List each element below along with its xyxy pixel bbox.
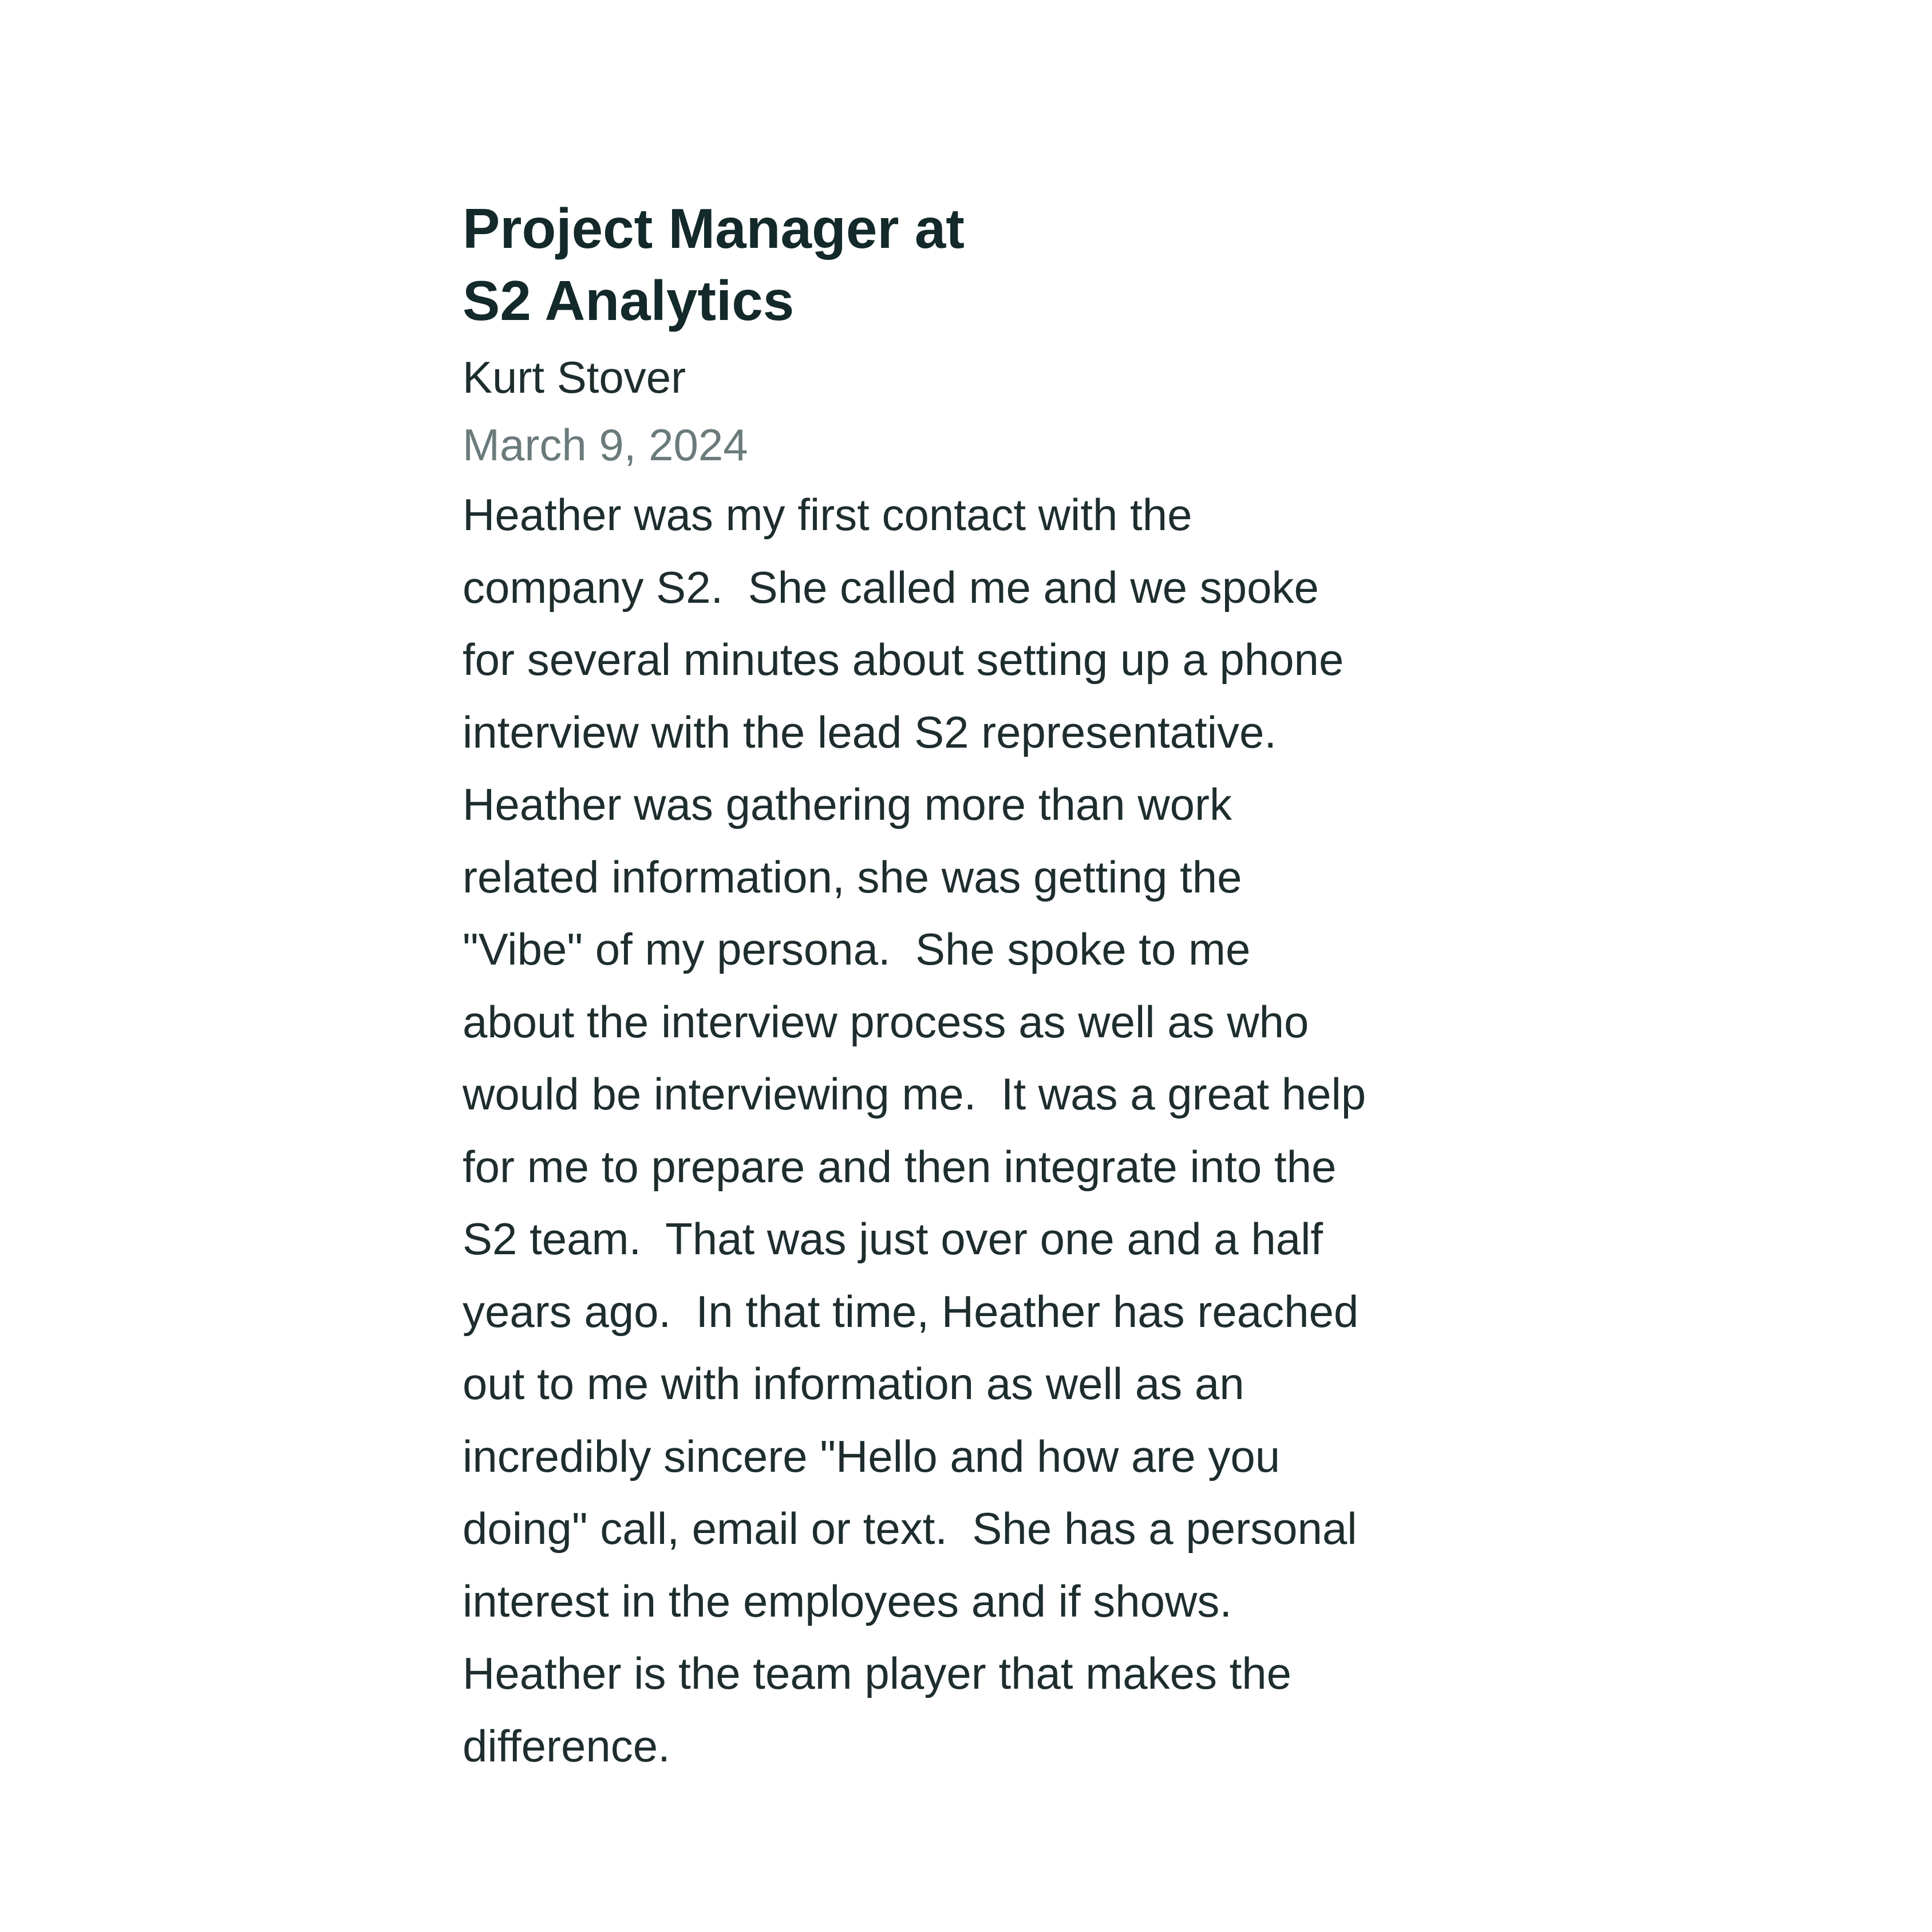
review-body-line: "Vibe" of my persona. She spoke to me	[463, 924, 1251, 974]
review-body-line: about the interview process as well as who	[463, 996, 1309, 1047]
review-body-line: out to me with information as well as an	[463, 1358, 1244, 1409]
review-body-line: incredibly sincere "Hello and how are you	[463, 1431, 1281, 1481]
review-title	[463, 192, 1522, 337]
review-body-line: difference.	[463, 1720, 670, 1771]
review-body-line: would be interviewing me. It was a great help	[463, 1069, 1366, 1119]
testimonial-card	[463, 192, 1522, 1782]
review-body-line: Heather is the team player that makes the	[463, 1648, 1292, 1698]
review-title-line: Project Manager at	[463, 197, 965, 260]
review-body-line: years ago. In that time, Heather has reached	[463, 1286, 1359, 1337]
review-title-line: S2 Analytics	[463, 269, 795, 332]
review-body-line: Heather was gathering more than work	[463, 779, 1232, 829]
review-body-line: for several minutes about setting up a phone	[463, 634, 1344, 685]
review-body-line: company S2. She called me and we spoke	[463, 562, 1319, 613]
review-date: March 9, 2024	[463, 420, 748, 470]
review-body-line: related information, she was getting the	[463, 851, 1242, 902]
review-body-line: for me to prepare and then integrate into the	[463, 1141, 1337, 1192]
review-body	[463, 479, 1522, 1782]
review-body-line: interview with the lead S2 representative.	[463, 706, 1277, 757]
review-body-line: Heather was my first contact with the	[463, 489, 1192, 540]
review-body-line: S2 team. That was just over one and a half	[463, 1214, 1323, 1264]
review-author: Kurt Stover	[463, 352, 686, 402]
review-body-line: doing" call, email or text. She has a personal	[463, 1503, 1357, 1554]
review-body-line: interest in the employees and if shows.	[463, 1575, 1232, 1626]
